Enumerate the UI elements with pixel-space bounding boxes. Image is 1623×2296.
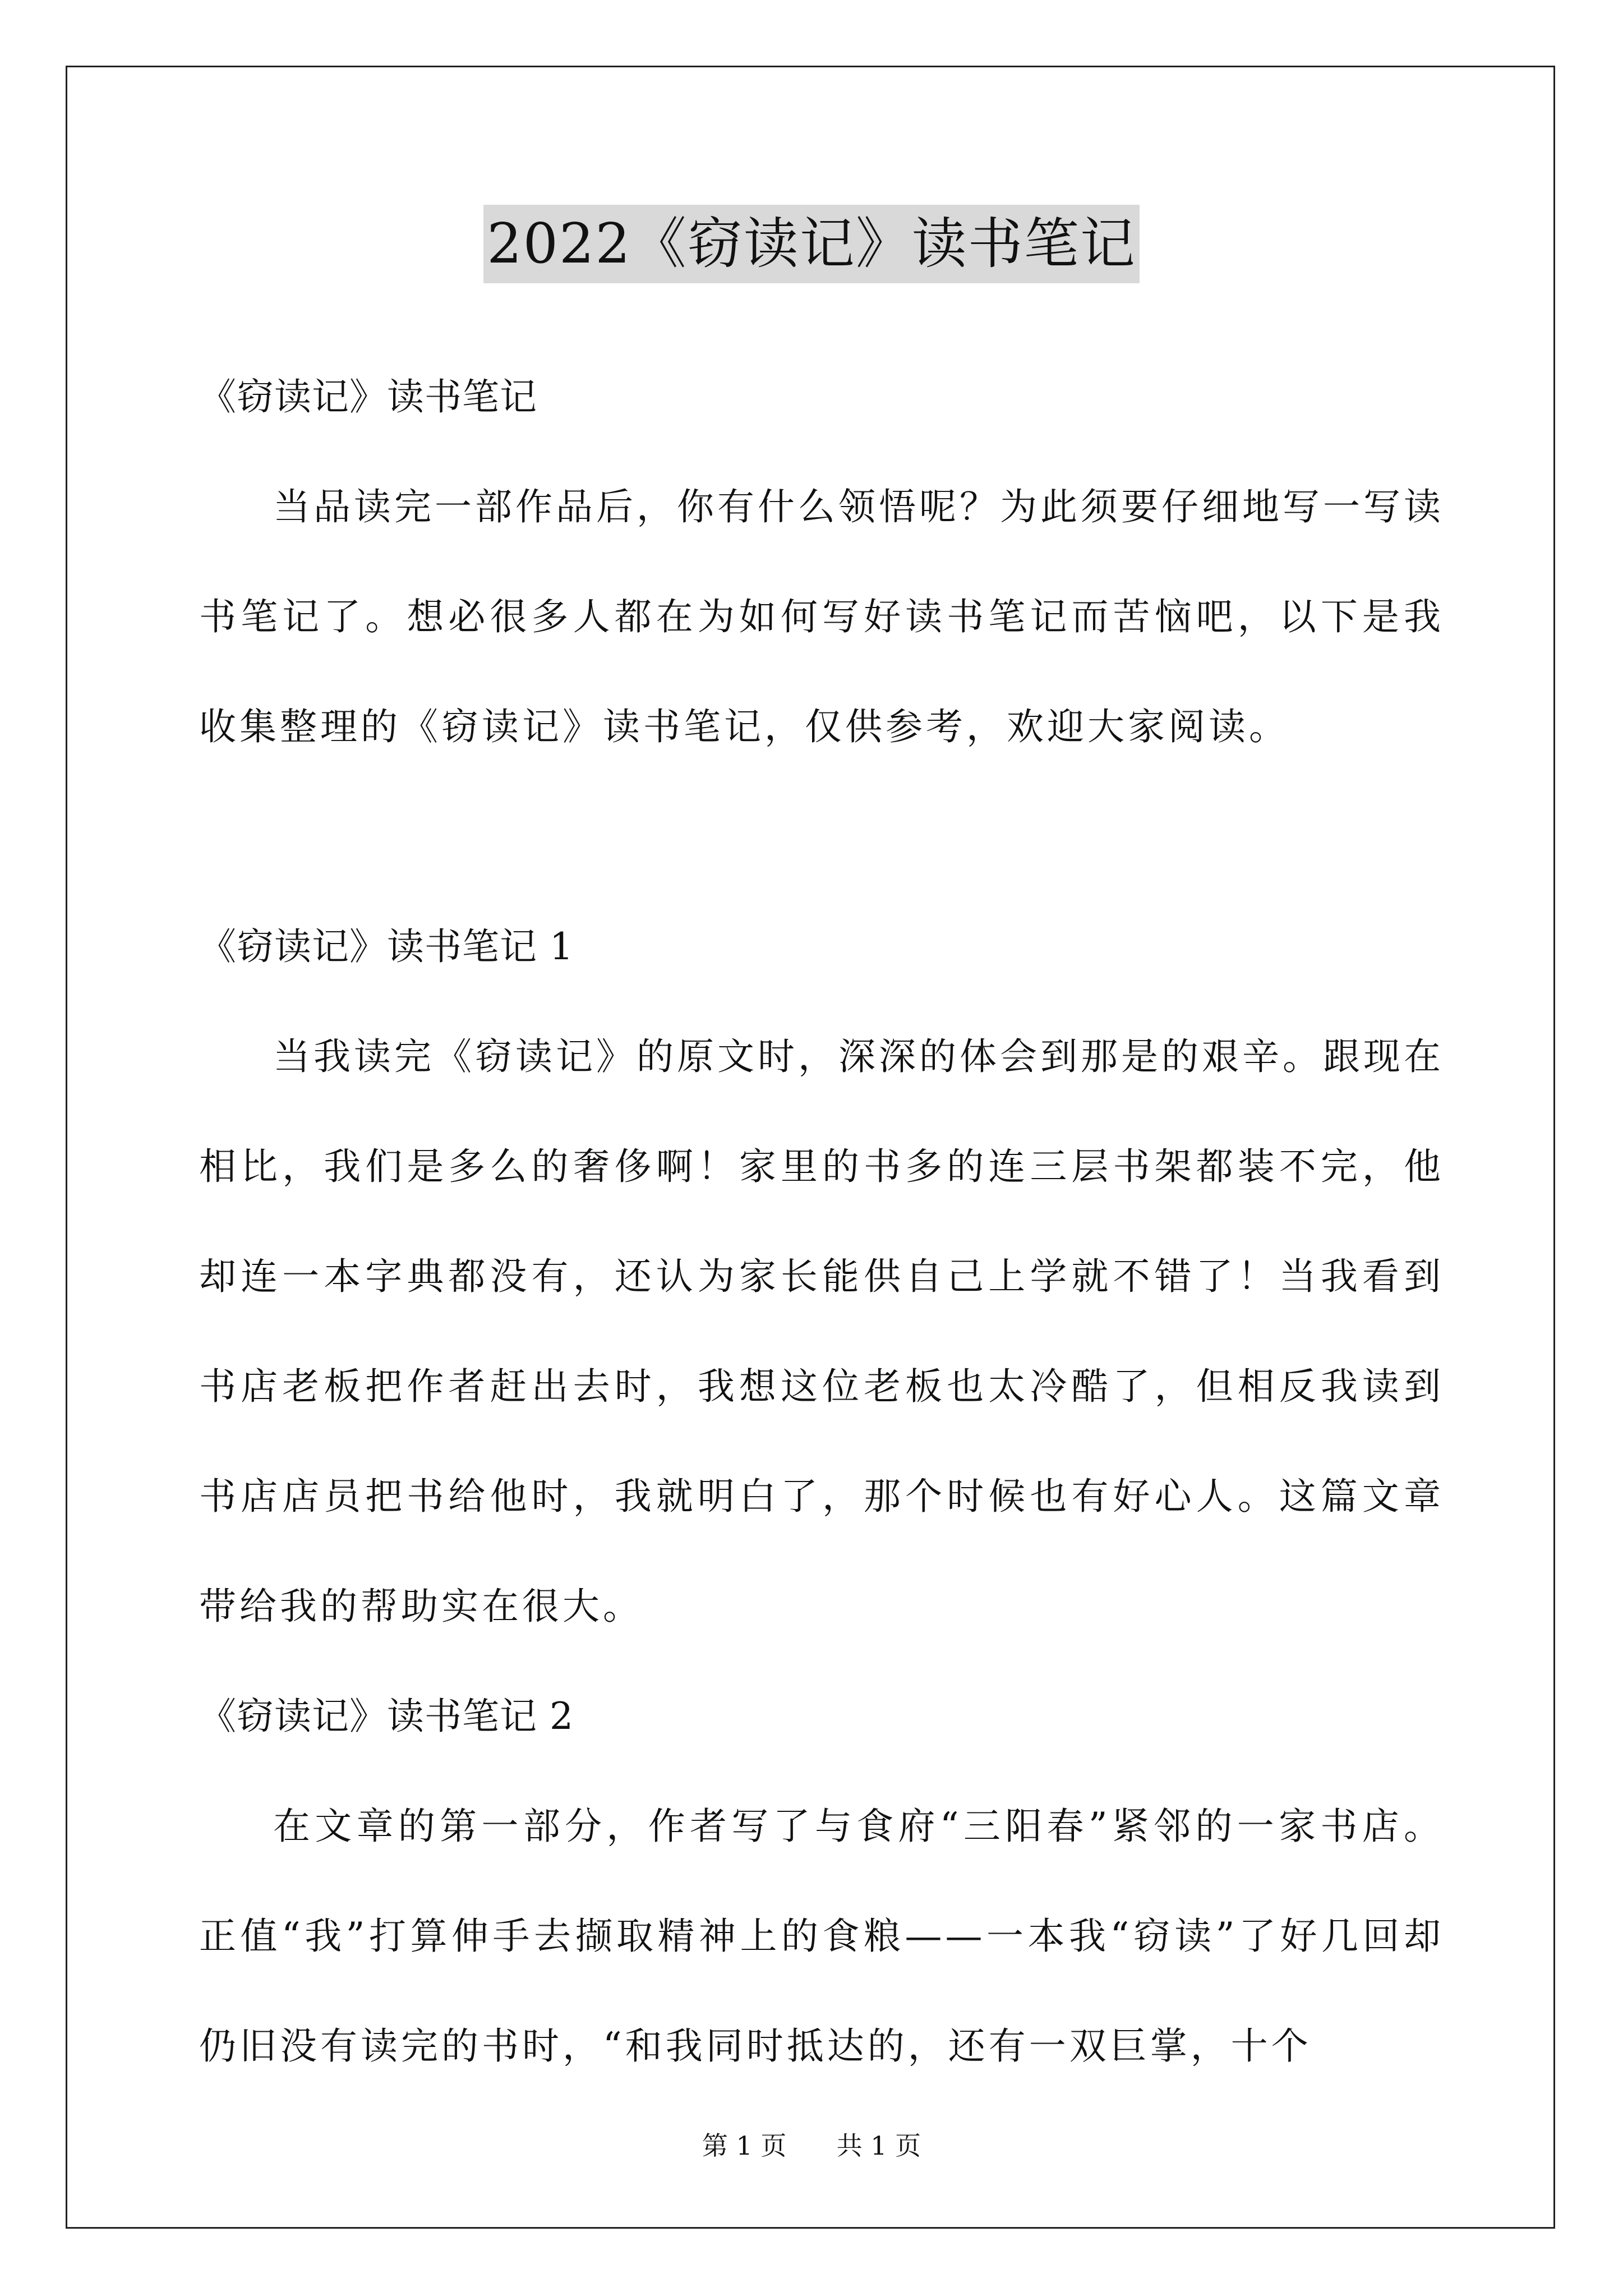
page-number: 第 1 页 (702, 2131, 787, 2161)
page-total: 共 1 页 (836, 2131, 921, 2161)
intro-paragraph: 当品读完一部作品后，你有什么领悟呢？为此须要仔细地写一写读书笔记了。想必很多人都在为如何写好读书笔记而苦恼吧，以下是我收集整理的《窃读记》读书笔记，仅供参考，欢迎大家阅读。 (199, 485, 1444, 748)
intro-heading: 《窃读记》读书笔记 (199, 375, 537, 418)
section-2-paragraph: 在文章的第一部分，作者写了与食府“三阳春”紧邻的一家书店。正值“我”打算伸手去撷取精神上的食粮——一本我“窃读”了好几回却仍旧没有读完的书时，“和我同时抵达的，还有一双巨掌，十个 (199, 1805, 1444, 2068)
page-footer (0, 2129, 1623, 2162)
section-2-heading: 《窃读记》读书笔记 2 (199, 1695, 574, 1738)
document-body (199, 342, 1444, 2101)
title-container (0, 205, 1623, 283)
section-spacer (199, 782, 1444, 892)
section-1-paragraph: 当我读完《窃读记》的原文时，深深的体会到那是的艰辛。跟现在相比，我们是多么的奢侈啊！家里的书多的连三层书架都装不完，他却连一本字典都没有，还认为家长能供自己上学就不错了！当我看到书店老板把作者赶出去时，我想这位老板也太冷酷了，但相反我读到书店店员把书给他时，我就明白了，那个时候也有好心人。这篇文章带给我的帮助实在很大。 (199, 1035, 1444, 1628)
document-title: 2022《窃读记》读书笔记 (483, 205, 1139, 283)
section-1-heading: 《窃读记》读书笔记 1 (199, 925, 574, 968)
